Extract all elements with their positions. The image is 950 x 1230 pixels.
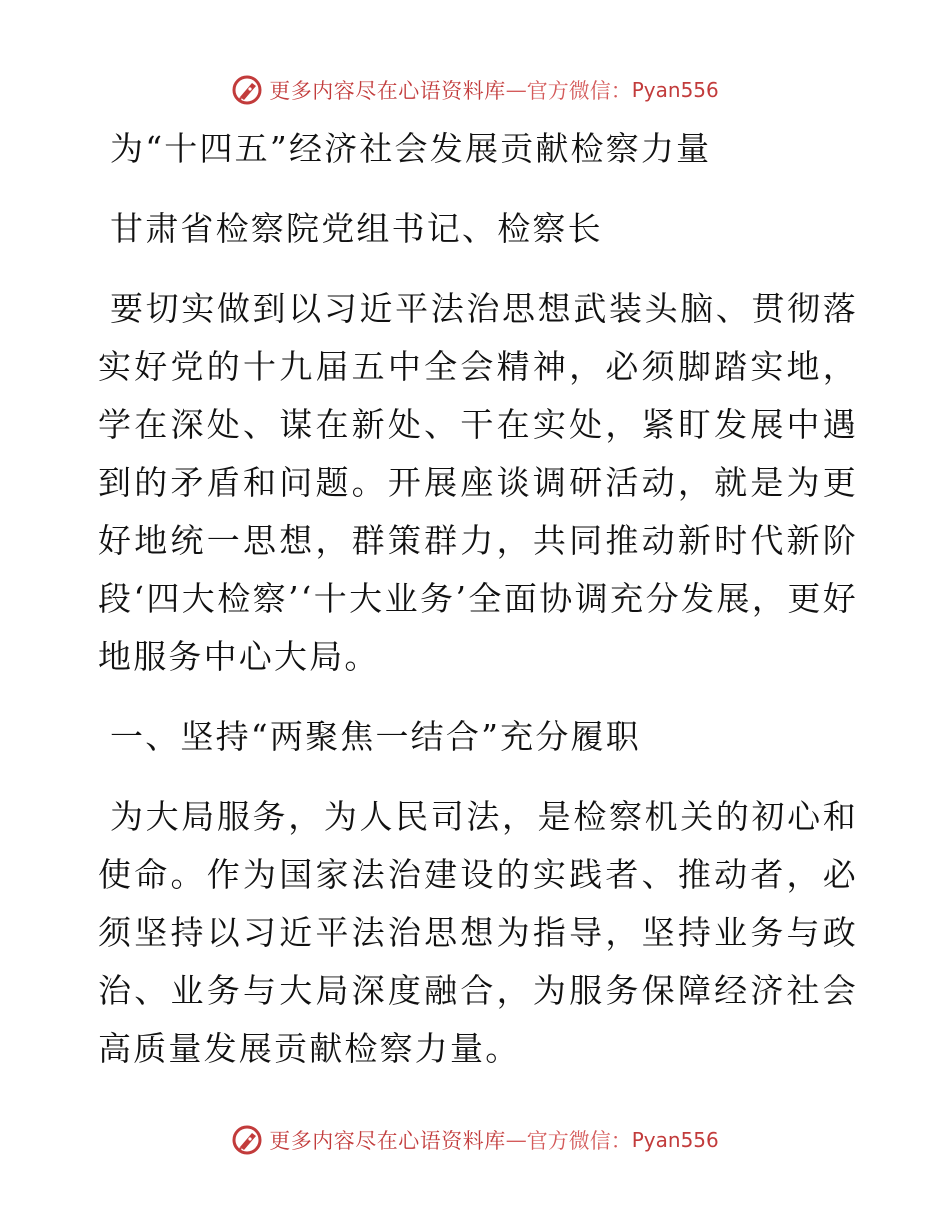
watermark-banner-bottom bbox=[0, 1120, 950, 1160]
document-title: 为“十四五”经济社会发展贡献检察力量 bbox=[110, 129, 712, 168]
document-author: 甘肃省检察院党组书记、检察长 bbox=[110, 209, 603, 248]
watermark-wechat-label: 官方微信： bbox=[526, 79, 632, 103]
pen-nib-logo-icon bbox=[231, 1124, 263, 1156]
intro-paragraph: 要切实做到以习近平法治思想武装头脑、贯彻落实好党的十九届五中全会精神，必须脚踏实地，学在深处、谋在新处、干在实处，紧盯发展中遇到的矛盾和问题。开展座谈调研活动，就是为更好地统一思想，群策群力，共同推动新时代新阶段‘四大检察’‘十大业务’全面协调充分发展，更好地服务中心大局。 bbox=[98, 289, 858, 676]
watermark-wechat-id: Pyan556 bbox=[631, 78, 719, 102]
watermark-separator: — bbox=[505, 78, 527, 102]
watermark-separator: — bbox=[505, 1128, 527, 1152]
section-1-paragraph: 为大局服务，为人民司法，是检察机关的初心和使命。作为国家法治建设的实践者、推动者，必须坚持以习近平法治思想为指导，坚持业务与政治、业务与大局深度融合，为服务保障经济社会高质量发展贡献检察力量。 bbox=[98, 797, 858, 1068]
watermark-wechat-label: 官方微信： bbox=[526, 1129, 632, 1153]
watermark-text: 更多内容尽在心语资料库 bbox=[269, 1129, 506, 1153]
watermark-wechat-id: Pyan556 bbox=[631, 1128, 719, 1152]
pen-nib-logo-icon bbox=[231, 74, 263, 106]
section-1-heading: 一、坚持“两聚焦一结合”充分履职 bbox=[110, 717, 641, 756]
watermark-text: 更多内容尽在心语资料库 bbox=[269, 79, 506, 103]
watermark-banner-top bbox=[0, 70, 950, 110]
document-content bbox=[98, 120, 858, 1100]
